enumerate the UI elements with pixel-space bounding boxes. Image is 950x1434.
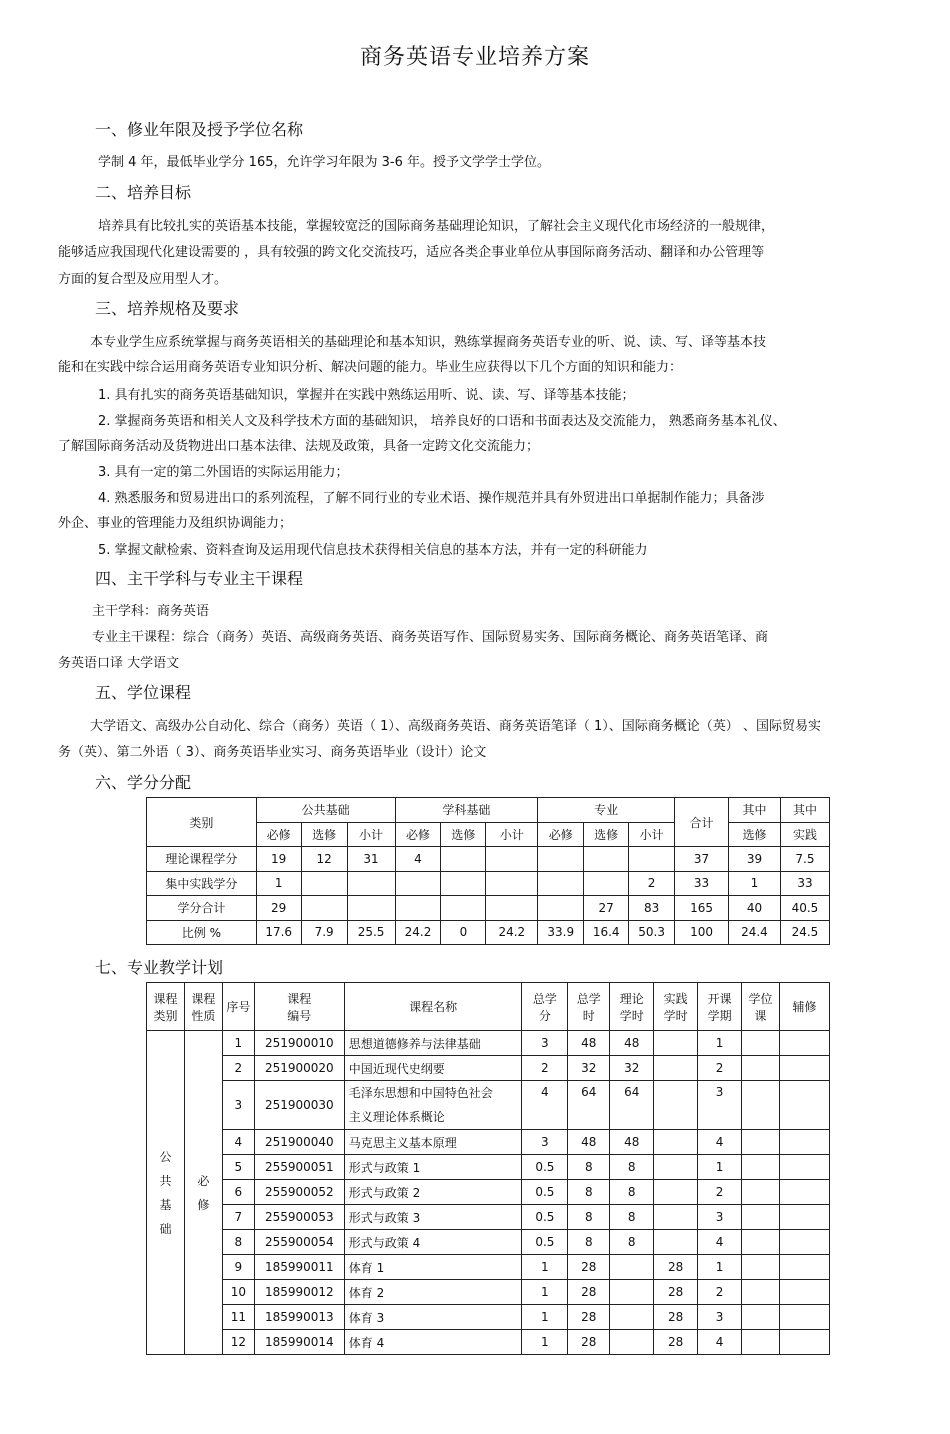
section-3-heading: 三、培养规格及要求 — [95, 299, 240, 318]
table-cell: 16.4 — [584, 920, 629, 945]
header-practice: 实践 — [780, 822, 829, 847]
course-name — [344, 1081, 522, 1130]
table-cell: 251900030 — [254, 1081, 344, 1130]
table-row — [147, 871, 830, 896]
table-cell — [780, 1056, 830, 1081]
header-elective: 选修 — [729, 822, 781, 847]
header-public: 公共基础 — [256, 798, 395, 823]
table-cell: 24.4 — [729, 920, 781, 945]
category-char: 公 — [159, 1149, 172, 1164]
nature-cell — [184, 1031, 222, 1355]
header-required: 必修 — [538, 822, 584, 847]
table-cell — [742, 1155, 780, 1180]
table-cell — [301, 871, 347, 896]
requirement-item: 3. 具有一定的第二外国语的实际运用能力； — [98, 465, 349, 480]
category-char: 共 — [159, 1173, 172, 1188]
table-cell — [610, 1280, 654, 1305]
table-cell: 1 — [522, 1330, 568, 1355]
degree-courses: 大学语文、高级办公自动化、综合（商务）英语（ 1）、高级商务英语、商务英语笔译（ 1）、国际商务概论（英） 、国际贸易实 — [90, 719, 821, 734]
nature-char: 必 — [197, 1173, 210, 1188]
section-5-heading: 五、学位课程 — [95, 683, 192, 702]
table-cell — [610, 1305, 654, 1330]
nature-char: 修 — [197, 1197, 210, 1212]
table-cell: 4 — [395, 847, 441, 872]
section-1-text: 学制 4 年，最低毕业学分 165，允许学习年限为 3-6 年。授予文学学士学位。 — [98, 155, 550, 170]
header-category: 类别 — [147, 798, 257, 847]
table-cell: 1 — [256, 871, 301, 896]
table-cell: 3 — [698, 1205, 742, 1230]
table-cell: 255900054 — [254, 1230, 344, 1255]
table-cell: 0.5 — [522, 1155, 568, 1180]
requirement-item: 外企、事业的管理能力及组织协调能力； — [58, 516, 293, 531]
course-name: 形式与政策 3 — [344, 1205, 522, 1230]
table-cell: 1 — [222, 1031, 254, 1056]
header-text: 学时 — [663, 1008, 688, 1023]
category-cell — [147, 1031, 185, 1355]
course-name-line: 主义理论体系概论 — [348, 1110, 445, 1124]
table-cell — [780, 1305, 830, 1330]
table-cell: 8 — [568, 1180, 610, 1205]
table-cell: 4 — [698, 1330, 742, 1355]
section-2-line: 方面的复合型及应用型人才。 — [58, 272, 228, 287]
requirement-item: 2. 掌握商务英语和相关人文及科学技术方面的基础知识， 培养良好的口语和书面表达及交流能力， 熟悉商务基本礼仪、 — [98, 414, 786, 429]
table-cell: 83 — [629, 896, 675, 921]
table-row — [147, 920, 830, 945]
table-cell — [654, 1205, 698, 1230]
table-cell — [441, 896, 486, 921]
table-cell: 100 — [675, 920, 729, 945]
header-number: 序号 — [222, 983, 254, 1031]
table-cell: 2 — [698, 1056, 742, 1081]
table-cell — [742, 1056, 780, 1081]
table-cell — [486, 896, 538, 921]
header-text: 性质 — [191, 1008, 216, 1023]
header-course-category — [147, 983, 185, 1031]
course-name: 形式与政策 1 — [344, 1155, 522, 1180]
course-name: 体育 4 — [344, 1330, 522, 1355]
header-text: 课程 — [191, 991, 216, 1006]
header-subtotal: 小计 — [629, 822, 675, 847]
header-semester — [698, 983, 742, 1031]
table-cell: 185990013 — [254, 1305, 344, 1330]
table-cell: 4 — [698, 1230, 742, 1255]
table-cell: 0 — [441, 920, 486, 945]
table-row — [147, 896, 830, 921]
table-cell: 32 — [568, 1056, 610, 1081]
table-cell: 3 — [222, 1081, 254, 1130]
table-cell: 185990014 — [254, 1330, 344, 1355]
table-cell: 3 — [522, 1031, 568, 1056]
table-cell — [654, 1031, 698, 1056]
table-cell: 24.2 — [486, 920, 538, 945]
table-cell: 4 — [522, 1081, 568, 1130]
table-cell: 1 — [522, 1255, 568, 1280]
section-1-heading: 一、修业年限及授予学位名称 — [95, 120, 304, 139]
header-text: 学位 — [748, 991, 773, 1006]
table-cell: 学分合计 — [147, 896, 257, 921]
header-of: 其中 — [780, 798, 829, 823]
table-row — [147, 1205, 830, 1230]
table-cell — [742, 1180, 780, 1205]
table-cell: 251900020 — [254, 1056, 344, 1081]
table-cell — [654, 1056, 698, 1081]
header-text: 总学 — [532, 991, 557, 1006]
page-title: 商务英语专业培养方案 — [359, 45, 590, 70]
table-cell: 28 — [654, 1280, 698, 1305]
table-cell — [742, 1130, 780, 1155]
table-cell — [347, 896, 395, 921]
table-cell: 27 — [584, 896, 629, 921]
table-cell: 24.2 — [395, 920, 441, 945]
table-cell — [780, 1280, 830, 1305]
table-cell: 8 — [610, 1155, 654, 1180]
table-cell — [347, 871, 395, 896]
course-name: 体育 2 — [344, 1280, 522, 1305]
table-cell: 1 — [522, 1305, 568, 1330]
table-cell: 8 — [610, 1230, 654, 1255]
header-text: 学期 — [707, 1008, 732, 1023]
table-row — [147, 1130, 830, 1155]
section-2-line: 能够适应我国现代化建设需要的 ，具有较强的跨文化交流技巧，适应各类企事业单位从事国际商务活动、翻译和办公管理等 — [58, 245, 765, 260]
table-cell — [584, 871, 629, 896]
table-cell — [395, 871, 441, 896]
table-cell: 0.5 — [522, 1230, 568, 1255]
table-row — [147, 1180, 830, 1205]
table-cell: 12 — [222, 1330, 254, 1355]
table-cell: 29 — [256, 896, 301, 921]
header-subtotal: 小计 — [486, 822, 538, 847]
table-cell: 2 — [629, 871, 675, 896]
table-cell: 8 — [610, 1180, 654, 1205]
requirement-item: 了解国际商务活动及货物进出口基本法律、法规及政策，具备一定跨文化交流能力； — [58, 439, 540, 454]
table-cell — [780, 1081, 830, 1130]
header-required: 必修 — [395, 822, 441, 847]
table-cell — [538, 871, 584, 896]
header-theory-hours — [610, 983, 654, 1031]
table-cell — [610, 1255, 654, 1280]
table-cell — [780, 1130, 830, 1155]
table-cell: 255900052 — [254, 1180, 344, 1205]
header-elective: 选修 — [441, 822, 486, 847]
table-cell: 9 — [222, 1255, 254, 1280]
table-cell: 8 — [222, 1230, 254, 1255]
header-practice-hours — [654, 983, 698, 1031]
table-cell: 6 — [222, 1180, 254, 1205]
table-cell — [486, 847, 538, 872]
requirement-item: 1. 具有扎实的商务英语基础知识，掌握并在实践中熟练运用听、说、读、写、译等基本技能； — [98, 388, 635, 403]
table-cell: 251900010 — [254, 1031, 344, 1056]
course-name-line: 毛泽东思想和中国特色社会 — [348, 1086, 493, 1100]
table-cell: 255900053 — [254, 1205, 344, 1230]
requirement-item: 5. 掌握文献检索、资料查询及运用现代信息技术获得相关信息的基本方法，并有一定的科研能力 — [98, 543, 648, 558]
section-3-intro: 能和在实践中综合运用商务英语专业知识分析、解决问题的能力。毕业生应获得以下几个方面的知识和能力： — [58, 360, 683, 375]
header-major: 专业 — [538, 798, 675, 823]
table-cell — [780, 1155, 830, 1180]
table-row — [147, 1081, 830, 1130]
table-cell — [742, 1205, 780, 1230]
table-cell: 8 — [568, 1205, 610, 1230]
table-cell: 5 — [222, 1155, 254, 1180]
table-cell: 2 — [698, 1280, 742, 1305]
table-cell: 28 — [568, 1280, 610, 1305]
header-minor: 辅修 — [780, 983, 830, 1031]
header-text: 分 — [538, 1008, 551, 1023]
header-total: 合计 — [675, 798, 729, 847]
section-7-heading: 七、专业教学计划 — [95, 958, 224, 977]
table-cell: 3 — [698, 1305, 742, 1330]
table-cell: 0.5 — [522, 1180, 568, 1205]
table-cell: 25.5 — [347, 920, 395, 945]
table-cell — [301, 896, 347, 921]
table-cell: 4 — [698, 1130, 742, 1155]
table-cell: 28 — [654, 1330, 698, 1355]
table-cell — [629, 847, 675, 872]
table-cell — [486, 871, 538, 896]
table-cell: 28 — [568, 1305, 610, 1330]
header-degree-course — [742, 983, 780, 1031]
header-text: 总学 — [576, 991, 601, 1006]
header-text: 编号 — [287, 1008, 312, 1023]
course-name: 马克思主义基本原理 — [344, 1130, 522, 1155]
table-cell — [780, 1230, 830, 1255]
table-cell — [780, 1031, 830, 1056]
table-cell: 1 — [698, 1155, 742, 1180]
header-text: 时 — [582, 1008, 595, 1023]
table-cell — [780, 1255, 830, 1280]
table-cell — [742, 1230, 780, 1255]
table-row — [147, 1305, 830, 1330]
table-cell: 48 — [568, 1031, 610, 1056]
table-row — [147, 1280, 830, 1305]
table-cell: 2 — [522, 1056, 568, 1081]
table-cell — [610, 1330, 654, 1355]
table-cell: 40.5 — [780, 896, 829, 921]
table-cell: 3 — [698, 1081, 742, 1130]
table-cell: 2 — [698, 1180, 742, 1205]
table-cell: 19 — [256, 847, 301, 872]
table-cell: 185990012 — [254, 1280, 344, 1305]
table-cell: 33 — [675, 871, 729, 896]
table-cell: 28 — [654, 1255, 698, 1280]
table-cell: 2 — [222, 1056, 254, 1081]
table-cell — [742, 1280, 780, 1305]
degree-courses: 务（英）、第二外语（ 3）、商务英语毕业实习、商务英语毕业（设计）论文 — [58, 745, 487, 760]
credit-distribution-table — [146, 797, 830, 945]
table-cell: 185990011 — [254, 1255, 344, 1280]
table-cell: 251900040 — [254, 1130, 344, 1155]
table-cell: 0.5 — [522, 1205, 568, 1230]
table-cell: 64 — [610, 1081, 654, 1130]
table-cell: 32 — [610, 1056, 654, 1081]
table-cell: 4 — [222, 1130, 254, 1155]
table-cell: 1 — [698, 1255, 742, 1280]
table-cell: 7.5 — [780, 847, 829, 872]
table-cell: 8 — [610, 1205, 654, 1230]
table-row — [147, 1255, 830, 1280]
header-required: 必修 — [256, 822, 301, 847]
table-cell: 理论课程学分 — [147, 847, 257, 872]
course-name: 形式与政策 4 — [344, 1230, 522, 1255]
header-subtotal: 小计 — [347, 822, 395, 847]
category-char: 础 — [159, 1221, 172, 1236]
course-name: 体育 3 — [344, 1305, 522, 1330]
table-cell: 28 — [654, 1305, 698, 1330]
table-cell: 31 — [347, 847, 395, 872]
section-6-heading: 六、学分分配 — [95, 773, 192, 792]
table-cell — [742, 1081, 780, 1130]
table-row — [147, 1230, 830, 1255]
table-cell — [742, 1031, 780, 1056]
header-elective: 选修 — [301, 822, 347, 847]
header-text: 学时 — [619, 1008, 644, 1023]
course-name: 体育 1 — [344, 1255, 522, 1280]
table-row — [147, 1056, 830, 1081]
section-3-intro: 本专业学生应系统掌握与商务英语相关的基础理论和基本知识，熟练掌握商务英语专业的听、说、读、写、译等基本技 — [90, 335, 767, 350]
section-2-line: 培养具有比较扎实的英语基本技能，掌握较宽泛的国际商务基础理论知识，了解社会主义现代化市场经济的一般规律， — [98, 219, 775, 234]
section-2-heading: 二、培养目标 — [95, 183, 192, 202]
header-text: 类别 — [153, 1008, 178, 1023]
table-cell — [780, 1330, 830, 1355]
table-cell: 37 — [675, 847, 729, 872]
table-cell: 48 — [610, 1130, 654, 1155]
table-cell: 48 — [610, 1031, 654, 1056]
table-cell — [538, 847, 584, 872]
course-name: 形式与政策 2 — [344, 1180, 522, 1205]
category-char: 基 — [159, 1197, 172, 1212]
table-cell: 1 — [698, 1031, 742, 1056]
table-cell: 比例 % — [147, 920, 257, 945]
table-cell: 165 — [675, 896, 729, 921]
table-cell — [780, 1205, 830, 1230]
table-cell: 12 — [301, 847, 347, 872]
table-cell — [654, 1180, 698, 1205]
table-row — [147, 847, 830, 872]
header-text: 开课 — [707, 991, 732, 1006]
table-row — [147, 1031, 830, 1056]
table-cell — [654, 1081, 698, 1130]
main-discipline: 主干学科：商务英语 — [92, 604, 210, 619]
header-credits — [522, 983, 568, 1031]
header-subject: 学科基础 — [395, 798, 538, 823]
table-cell — [742, 1255, 780, 1280]
table-cell: 39 — [729, 847, 781, 872]
table-row — [147, 1330, 830, 1355]
main-courses: 务英语口译 大学语文 — [58, 656, 180, 671]
header-text: 理论 — [619, 991, 644, 1006]
header-course-code — [254, 983, 344, 1031]
table-cell: 17.6 — [256, 920, 301, 945]
course-name: 中国近现代史纲要 — [344, 1056, 522, 1081]
table-cell: 64 — [568, 1081, 610, 1130]
main-courses: 专业主干课程：综合（商务）英语、高级商务英语、商务英语写作、国际贸易实务、国际商务概论、商务英语笔译、商 — [92, 630, 769, 645]
table-cell: 50.3 — [629, 920, 675, 945]
table-cell: 11 — [222, 1305, 254, 1330]
requirement-item: 4. 熟悉服务和贸易进出口的系列流程，了解不同行业的专业术语、操作规范并具有外贸进出口单据制作能力；具备涉 — [98, 491, 765, 506]
header-text: 课 — [754, 1008, 767, 1023]
section-4-heading: 四、主干学科与专业主干课程 — [95, 569, 304, 588]
teaching-plan-table — [146, 982, 830, 1355]
table-cell: 8 — [568, 1230, 610, 1255]
table-cell — [654, 1155, 698, 1180]
table-cell — [780, 1180, 830, 1205]
course-name: 思想道德修养与法律基础 — [344, 1031, 522, 1056]
table-cell — [584, 847, 629, 872]
table-cell: 7.9 — [301, 920, 347, 945]
header-elective: 选修 — [584, 822, 629, 847]
table-cell — [654, 1130, 698, 1155]
table-cell: 255900051 — [254, 1155, 344, 1180]
table-cell — [538, 896, 584, 921]
header-of: 其中 — [729, 798, 781, 823]
table-cell: 7 — [222, 1205, 254, 1230]
table-cell: 24.5 — [780, 920, 829, 945]
table-cell — [742, 1330, 780, 1355]
header-course-nature — [184, 983, 222, 1031]
table-cell: 33.9 — [538, 920, 584, 945]
header-text: 课程 — [287, 991, 312, 1006]
table-cell: 33 — [780, 871, 829, 896]
header-total-hours — [568, 983, 610, 1031]
table-cell: 10 — [222, 1280, 254, 1305]
table-row — [147, 1155, 830, 1180]
table-cell — [395, 896, 441, 921]
header-text: 课程 — [153, 991, 178, 1006]
table-cell: 40 — [729, 896, 781, 921]
table-cell: 48 — [568, 1130, 610, 1155]
table-cell: 3 — [522, 1130, 568, 1155]
table-cell — [441, 871, 486, 896]
header-text: 实践 — [663, 991, 688, 1006]
table-cell — [441, 847, 486, 872]
table-cell: 1 — [522, 1280, 568, 1305]
table-cell: 8 — [568, 1155, 610, 1180]
table-cell: 集中实践学分 — [147, 871, 257, 896]
table-cell — [742, 1305, 780, 1330]
table-cell: 28 — [568, 1255, 610, 1280]
table-cell: 28 — [568, 1330, 610, 1355]
header-course-name: 课程名称 — [344, 983, 522, 1031]
table-cell: 1 — [729, 871, 781, 896]
table-cell — [654, 1230, 698, 1255]
